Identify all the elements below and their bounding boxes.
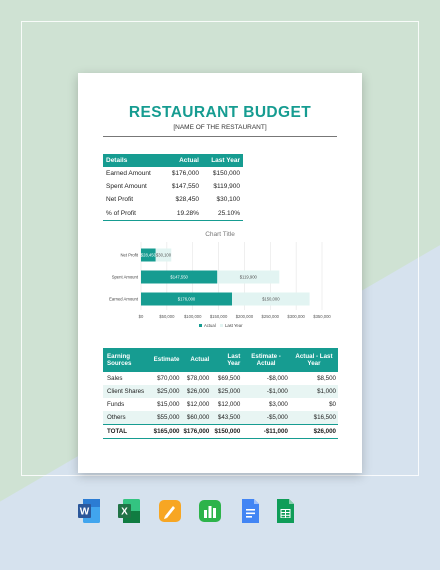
table-row [103,372,338,385]
earnings-table [103,348,338,439]
google-sheets-icon[interactable] [273,497,297,525]
table-cell: $0 [329,401,336,408]
earnings-header: Actual - Last Year [290,348,338,372]
table-cell: $26,000 [290,425,338,439]
table-row [103,385,338,398]
y-category-label: Earned Amount [109,296,138,302]
data-label: $119,900 [239,274,257,280]
y-category-label: Spent Amount [111,274,138,280]
table-cell: $8,500 [317,375,336,382]
table-row [103,180,243,193]
earnings-header: Last Year [211,348,242,372]
app-icon-row [0,497,440,527]
table-cell: $150,000 [212,170,240,178]
page-title: RESTAURANT BUDGET [128,104,312,121]
table-cell: -$11,000 [242,425,290,439]
table-cell: Spent Amount [106,183,147,191]
table-cell: $12,000 [217,401,241,408]
table-cell: $147,550 [171,183,199,191]
table-cell: $25,000 [152,385,182,398]
pages-icon[interactable] [158,497,182,525]
total-row [103,425,338,439]
table-row [103,411,338,425]
table-cell: Others [103,411,152,425]
x-tick-label: $0 [138,314,144,319]
table-cell: Net Profit [106,196,134,204]
table-cell: $60,000 [181,411,211,425]
table-cell: -$8,000 [266,375,288,382]
table-cell: $12,000 [186,401,210,408]
table-cell: $176,000 [171,170,199,178]
title-divider [103,136,337,137]
x-tick-label: $350,000 [313,314,331,319]
summary-header: Actual [163,154,202,167]
chart-title: Chart Title [205,231,235,238]
table-cell: $28,450 [175,196,199,204]
table-cell: $119,900 [213,183,240,191]
data-label: $147,550 [170,274,188,280]
legend-label: Actual [204,323,216,328]
earnings-header: Estimate - Actual [242,348,290,372]
table-cell: $30,100 [216,196,240,204]
table-row [103,398,338,411]
data-label: $176,000 [177,296,196,302]
page-subtitle: [NAME OF THE RESTAURANT] [173,124,267,131]
svg-text:W: W [79,506,90,518]
table-cell: % of Profit [103,207,163,221]
table-cell: -$1,000 [242,385,290,398]
table-cell: $78,000 [186,375,210,382]
data-label: $150,000 [262,296,280,302]
table-cell: $1,000 [290,385,338,398]
table-cell: $16,500 [290,411,338,425]
x-tick-label: $150,000 [209,314,228,319]
svg-text:X: X [121,506,128,518]
summary-header-row [103,154,243,167]
earnings-header: Actual [181,348,211,372]
table-cell: TOTAL [103,425,152,439]
x-tick-label: $300,000 [287,314,305,319]
earnings-header-row [103,348,338,372]
y-category-label: Net Profit [120,252,138,258]
bar-chart [78,228,362,333]
document-page [78,73,362,473]
legend-swatch-last-year [220,324,223,327]
summary-header: Last Year [202,154,243,167]
legend-swatch-actual [199,324,202,327]
x-tick-label: $250,000 [261,314,280,319]
table-cell: Earned Amount [106,170,151,178]
table-cell: $55,000 [152,411,182,425]
data-label: $30,100 [155,252,172,258]
data-label: $28,450 [140,252,156,258]
table-cell: Sales [107,375,123,382]
table-cell: Client Shares [103,385,152,398]
x-tick-label: $100,000 [183,314,202,319]
numbers-icon[interactable] [198,497,222,525]
table-cell: -$5,000 [242,411,290,425]
table-cell: $150,000 [211,425,242,439]
earnings-header: Estimate [152,348,182,372]
excel-icon[interactable] [117,497,141,525]
table-cell: $26,000 [181,385,211,398]
x-tick-label: $200,000 [235,314,254,319]
word-icon[interactable] [77,497,101,525]
earnings-header: Earning Sources [103,348,152,372]
summary-header: Details [103,154,163,167]
google-docs-icon[interactable] [238,497,262,525]
table-cell: Funds [107,401,125,408]
table-row [103,167,243,180]
table-cell: $70,000 [157,375,180,382]
table-row [103,193,243,206]
table-cell: $69,500 [217,375,241,382]
table-cell: $3,000 [268,401,288,408]
table-cell: $43,500 [211,411,242,425]
table-cell: 19.28% [163,207,202,221]
table-cell: $165,000 [152,425,182,439]
table-cell: $176,000 [181,425,211,439]
legend-label: Last Year [225,323,243,328]
table-cell: 25.10% [202,207,243,221]
x-tick-label: $50,000 [159,314,175,319]
table-row [103,207,243,221]
summary-table [103,154,243,221]
table-cell: $25,000 [211,385,242,398]
table-cell: $15,000 [157,401,180,408]
